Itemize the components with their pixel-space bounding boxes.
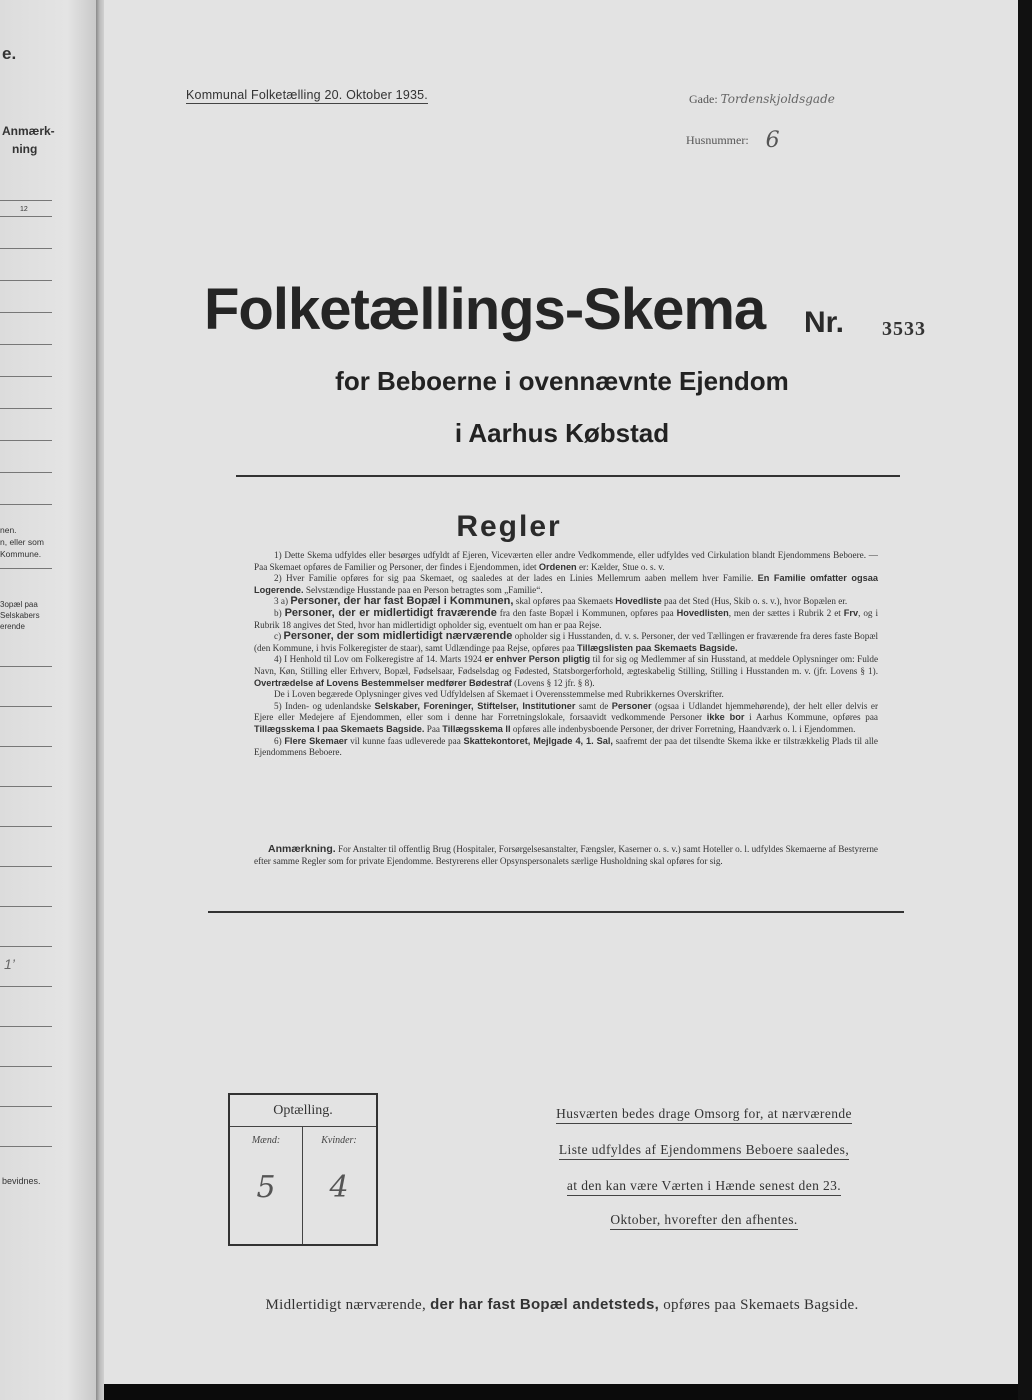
census-header-label: Kommunal Folketælling 20. Oktober 1935. bbox=[186, 88, 428, 102]
notice-line: at den kan være Værten i Hænde senest den 23. bbox=[534, 1178, 874, 1194]
street-line bbox=[689, 92, 835, 107]
street-label: Gade: bbox=[689, 92, 718, 106]
remark-label: Anmærkning. bbox=[268, 843, 336, 855]
rules-text bbox=[254, 550, 878, 759]
notice-line: Oktober, hvorefter den afhentes. bbox=[534, 1212, 874, 1228]
book-spine bbox=[96, 0, 104, 1400]
footer-note: Midlertidigt nærværende, der har fast Bopæl andetsteds, opføres paa Skemaets Bagside. bbox=[265, 1296, 859, 1313]
left-fragment-text: 1’ bbox=[4, 956, 15, 972]
rule-4-note: De i Loven begærede Oplysninger gives ved Udfyldelsen af Skemaet i Overensstemmelse med Rubrikkernes Overskrifter. bbox=[274, 689, 724, 700]
left-fragment-text: Selskabers bbox=[0, 611, 40, 620]
rule-5: 5) Inden- og udenlandske Selskaber, Foreninger, Stiftelser, Institutioner samt de Personer (ogsaa i Udlandet hjemmehørende), der helt eller delvis er Ejere eller Medejere af Ejendommen, eller som i denne har Forretningslokale, forsaavidt vedkommende Personer ikke bor i Aarhus Kommune, opføres paa Tillægsskema I paa Skemaets Bagside. Paa Tillægsskema II opføres alle indenbysboende Personer, der driver Forretning, Haandværk o. l. i Ejendommen. bbox=[254, 700, 879, 734]
left-fragment-text: 3opæl paa bbox=[0, 600, 38, 609]
rule-3b: b) Personer, der er midlertidigt fraværende fra den faste Bopæl i Kommunen, opføres paa Hovedlisten, men der sættes i Rubrik 2 et Frv, og i Rubrik 18 angives det Sted, hvor han midlertidigt opholder sig, eventuelt om han er paa Rejse. bbox=[254, 606, 879, 630]
rule-6: 6) Flere Skemaer vil kunne faas udleverede paa Skattekontoret, Mejlgade 4, 1. Sal, saafremt der paa det tilsendte Skema ikke er tilstrækkelig Plads til alle Ejendommens Beboere. bbox=[254, 735, 879, 758]
left-fragment-text: Kommune. bbox=[0, 549, 42, 559]
form-title: Folketællings-Skema bbox=[204, 277, 766, 342]
form-subtitle: for Beboerne i ovennævnte Ejendom bbox=[335, 366, 789, 396]
form-number-label: Nr. bbox=[804, 306, 845, 339]
divider-top bbox=[236, 475, 900, 477]
remark-text: For Anstalter til offentlig Brug (Hospitaler, Forsørgelsesanstalter, Fængsler, Kaserner o. s. v.) samt Hoteller o. l. udfyldes Skemaerne af Bestyrerne efter samme Regler som for private Ejendomme. Bestyrerens eller Opsynspersonalets særlige Husholdning skal opføres for sig. bbox=[254, 844, 878, 866]
scan-edge bbox=[1018, 0, 1032, 1400]
rule-3a: 3 a) Personer, der har fast Bopæl i Kommunen, skal opføres paa Skemaets Hovedliste paa det Sted (Hus, Skib o. s. v.), hvor Bopælen er. bbox=[274, 595, 848, 608]
count-box bbox=[228, 1093, 378, 1246]
rule-3c: c) Personer, der som midlertidigt nærværende opholder sig i Husstanden, d. v. s. Personer, der ved Tællingen er fraværende fra deres faste Bopæl (den Kommune, i hvis Folkeregister de staar), samt Udlændinge paa Rejse, opføres paa Tillægslisten paa Skemaets Bagside. bbox=[254, 630, 879, 653]
divider-bottom bbox=[208, 911, 904, 913]
rule-4: 4) I Henhold til Lov om Folkeregistre af 14. Marts 1924 er enhver Person pligtig til for sig og Medlemmer af sin Husstand, at meddele Oplysninger om: Fulde Navn, Køn, Stilling eller Erhverv, Bopæl, Fødselsaar, Fødselsdag og Fødested, Statsborgerforhold, ægteskabelig Stilling, Stilling i Husstanden m. v. (jfr. Lovens § 1). Overtrædelse af Lovens Bestemmelser medfører Bødestraf (Lovens § 12 jfr. § 8). bbox=[254, 654, 879, 688]
left-fragment-text: ning bbox=[12, 142, 38, 156]
house-number-label: Husnummer: bbox=[686, 133, 749, 147]
left-fragment-text: bevidnes. bbox=[2, 1176, 41, 1186]
form-number-value: 3533 bbox=[882, 318, 926, 340]
left-fragment-text: n, eller som bbox=[0, 537, 44, 547]
census-form-page bbox=[104, 0, 1020, 1384]
left-fragment-text: 12 bbox=[20, 206, 28, 213]
notice-line: Husværten bedes drage Omsorg for, at nærværende bbox=[534, 1106, 874, 1122]
remark-paragraph bbox=[254, 844, 878, 867]
women-label: Kvinder: bbox=[321, 1135, 357, 1146]
house-number-line bbox=[686, 125, 780, 153]
notice-line: Liste udfyldes af Ejendommens Beboere saaledes, bbox=[534, 1142, 874, 1158]
count-box-title: Optælling. bbox=[273, 1103, 333, 1118]
left-fragment-text: Anmærk- bbox=[2, 124, 55, 138]
rule-1: 1) Dette Skema udfyldes eller besørges udfyldt af Ejeren, Viceværten eller andre Vedkommende, eller udfyldes ved Cirkulation blandt Ejendommens Beboere. — Paa Skemaet opføres de Familier og Personer, der findes i Ejendommen, idet Ordenen er: Kælder, Stue o. s. v. bbox=[254, 550, 878, 572]
left-fragment-text: nen. bbox=[0, 525, 17, 535]
men-count: 5 bbox=[256, 1170, 276, 1205]
left-fragment-text: e. bbox=[2, 44, 17, 63]
rule-2: 2) Hver Familie opføres for sig paa Skemaet, og saaledes at der lades en Linies Mellemrum aaben mellem hver Familie. En Familie omfatter ogsaa Logerende. Selvstændige Husstande paa en Person betragtes som „Familie“. bbox=[254, 573, 878, 595]
form-location: i Aarhus Købstad bbox=[454, 418, 670, 448]
women-count: 4 bbox=[329, 1170, 349, 1205]
men-label: Mænd: bbox=[251, 1135, 281, 1146]
left-fragment-text: erende bbox=[0, 622, 25, 631]
street-value: Tordenskjoldsgade bbox=[720, 92, 835, 106]
left-page-fragment bbox=[0, 0, 96, 1400]
house-number-value: 6 bbox=[765, 128, 780, 153]
rules-heading: Regler bbox=[456, 510, 562, 543]
